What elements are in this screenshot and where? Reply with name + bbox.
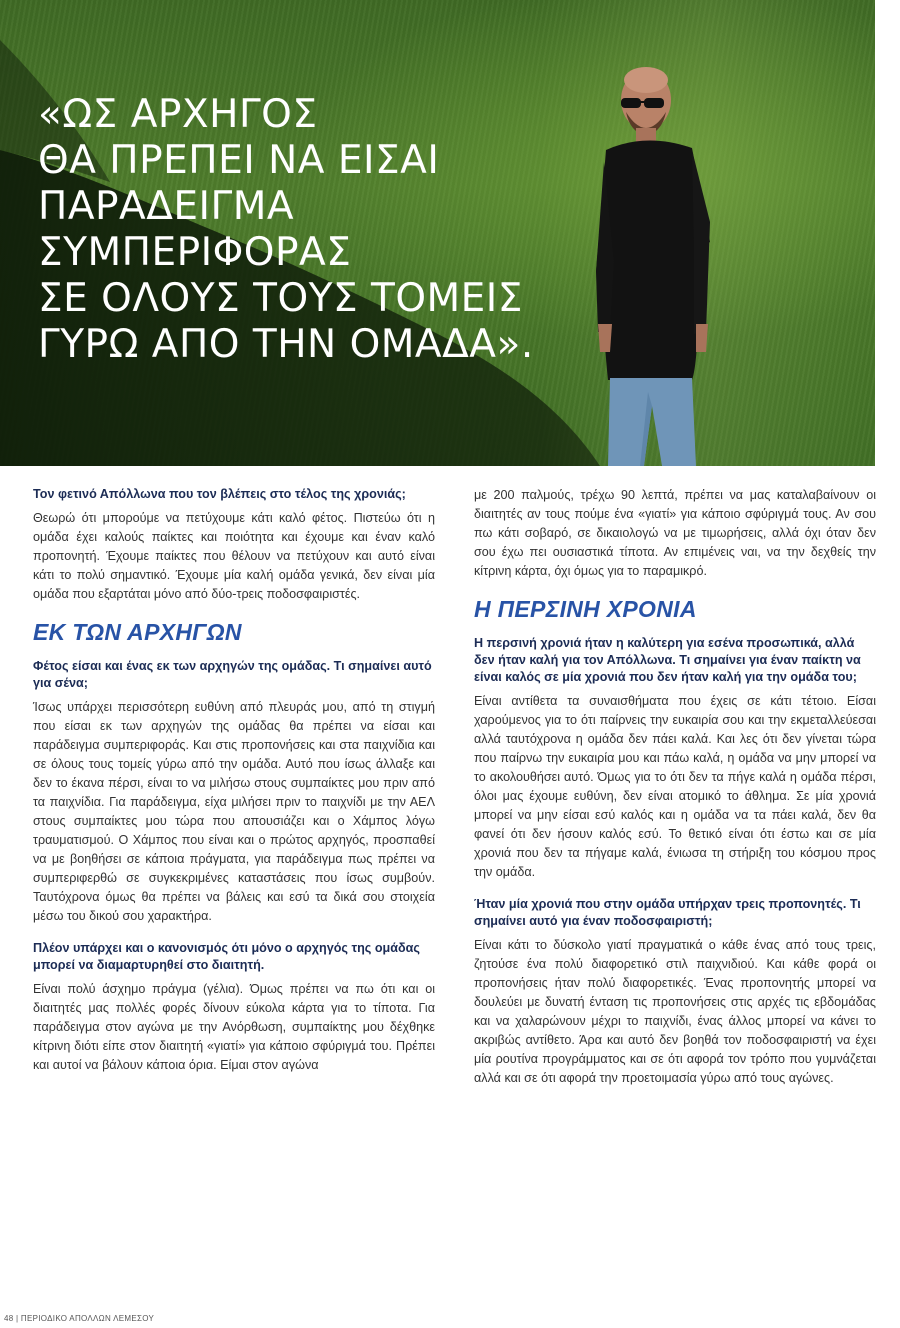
- section-heading: Η ΠΕΡΣΙΝΗ ΧΡΟΝΙΑ: [474, 596, 697, 622]
- interview-question: Η περσινή χρονιά ήταν η καλύτερη για εσένα προσωπικά, αλλά δεν ήταν καλή για τον Απόλλωνα. Τι σημαίνει για έναν παίκτη να είναι καλός σε μία χρονιά που δεν ήταν καλή για την ομάδα του;: [474, 636, 861, 684]
- interview-answer: Θεωρώ ότι μπορούμε να πετύχουμε κάτι καλό φέτος. Πιστεύω ότι η ομάδα έχει καλούς παίκτες και ποιότητα και έχουμε και έναν καλό προπονητή. Έχουμε παίκτες που θέλουν να πετύχουν και αυτό είναι κάτι το πολύ σημαντικό. Έχουμε μία καλή ομάδα γενικά, δεν είναι μία ομάδα που εξαρτάται μόνο από δύο-τρεις ποδοσφαιριστές.: [33, 511, 435, 601]
- quote-line: ΣΕ ΟΛΟΥΣ ΤΟΥΣ ΤΟΜΕΙΣ: [38, 276, 523, 321]
- interview-question: Πλέον υπάρχει και ο κανονισμός ότι μόνο ο αρχηγός της ομάδας μπορεί να διαμαρτυρηθεί στο διαιτητή.: [33, 941, 420, 972]
- interview-question: Φέτος είσαι και ένας εκ των αρχηγών της ομάδας. Τι σημαίνει αυτό για σένα;: [33, 659, 432, 690]
- interview-answer-continued: με 200 παλμούς, τρέχω 90 λεπτά, πρέπει να μας καταλαβαίνουν οι διαιτητές αν τους πούμε ένα «γιατί» για κάποιο σφύριγμά τους. Αν σου πω κάτι σοβαρό, σε δικαιολογώ να με τιμωρήσεις, αλλά όχι όταν δεν σου έχω πει ουσιαστικά τίποτα. Αν επιμένεις ναι, να την δεχθείς την κίτρινη κάρτα, όχι όμως για το παραμικρό.: [474, 488, 876, 578]
- interview-question: Τον φετινό Απόλλωνα που τον βλέπεις στο τέλος της χρονιάς;: [33, 487, 406, 501]
- right-column: [474, 486, 876, 1098]
- interview-answer: Είναι αντίθετα τα συναισθήματα που έχεις σε κάτι τέτοιο. Είσαι χαρούμενος για το ότι παίρνεις την ευκαιρία σου και την εκμεταλλεύεσαι αλλά ταυτόχρονα η ομάδα δεν πάει καλά. Και λες ότι δεν γίνεται τώρα που παίρνω την ευκαιρία μου και πάω καλά, η ομάδα να μην μπορεί να το ακολουθήσει αυτό. Όμως για το ότι δεν τα πήγε καλά η ομάδα πέρσι, όλοι μας έχουμε ευθύνη, δεν είναι ατομικό το άθλημα. Σε μία χρονιά μπορεί να μην είσαι εσύ καλός και η ομάδα να τα πάει καλά, δεν θα φανεί ότι δεν ήσουν καλός εσύ. Το θετικό είναι ότι έστω και σε μία χρονιά που δεν τα πήγαμε καλά, ένιωσα τη στήριξη του κόσμου προς την ομάδα.: [474, 694, 876, 879]
- section-heading: ΕΚ ΤΩΝ ΑΡΧΗΓΩΝ: [33, 619, 242, 645]
- quote-line: ΠΑΡΑΔΕΙΓΜΑ: [38, 184, 295, 229]
- left-column: [33, 486, 435, 1085]
- pull-quote: [38, 92, 558, 368]
- quote-line: ΘΑ ΠΡΕΠΕΙ ΝΑ ΕΙΣΑΙ: [38, 138, 440, 183]
- interview-question: Ήταν μία χρονιά που στην ομάδα υπήρχαν τρεις προπονητές. Τι σημαίνει αυτό για έναν ποδοσφαιριστή;: [474, 897, 861, 928]
- interview-answer: Είναι πολύ άσχημο πράγμα (γέλια). Όμως πρέπει να πω ότι και οι διαιτητές μας πολλές φορές δίνουν εύκολα κάρτα για το τίποτα. Για παράδειγμα στον αγώνα με την Ανόρθωση, συμπαίκτης μου δέχθηκε κίτρινη διότι είπε στον διαιτητή «γιατί» για κάποιο σφύριγμά του. Πρέπει και αυτοί να βάλουν κάποια όρια. Είμαι στον αγώνα: [33, 982, 435, 1072]
- player-figure: [588, 62, 723, 466]
- page-footer: 48 | ΠΕΡΙΟΔΙΚΟ ΑΠΟΛΛΩΝ ΛΕΜΕΣΟΥ: [4, 1314, 155, 1323]
- interview-answer: Είναι κάτι το δύσκολο γιατί πραγματικά ο κάθε ένας από τους τρεις, ζητούσε ένα πολύ διαφορετικό στιλ παιχνιδιού. Και κάθε φορά οι προπονήσεις ήταν πολύ διαφορετικές. Ένας προπονητής μπορεί να δουλεύει με δυνατή ένταση τις προπονήσεις στις αρχές τις εβδομάδας και να χαλαρώνουν μέχρι το παιχνίδι, ένας άλλος μπορεί να κάνει το ακριβώς αντίθετο. Άρα και αυτό δεν βοηθά τον ποδοσφαιριστή να έχει μία ρουτίνα προγράμματος και σε ότι αφορά τον τρόπο που γυμνάζεται αλλά και σε ότι αφορά την προετοιμασία γύρω από τους αγώνες.: [474, 938, 876, 1085]
- quote-line: ΓΥΡΩ ΑΠΟ ΤΗΝ ΟΜΑΔΑ».: [38, 322, 534, 367]
- quote-line: «ΩΣ ΑΡΧΗΓΟΣ: [38, 92, 318, 137]
- hero-photo: [0, 0, 875, 466]
- interview-answer: Ίσως υπάρχει περισσότερη ευθύνη από πλευράς μου, από τη στιγμή που είσαι εκ των αρχηγών της ομάδας θα πρέπει να είσαι και παράδειγμα συμπεριφοράς. Και στις προπονήσεις και στα παιχνίδια και σε όλους τους τομείς γύρω από την ομάδα. Αυτό που ίσως άλλαξε και δεν το έκανα πέρσι, είναι το να μιλήσω στους συμπαίκτες μου πριν από τα παιχνίδια. Για παράδειγμα, είχα μιλήσει πριν το παιχνίδι με την ΑΕΛ στους συμπαίκτες μου τώρα που απουσιάζει και ο Χάμπος λόγω τραυματισμού. Ο Χάμπος που είναι και ο πρώτος αρχηγός, προσπαθεί να με βοηθήσει σε κάποια πράγματα, για παράδειγμα πως πρέπει να συμπεριφερθώ σε συγκεκριμένες καταστάσεις που ίσως συμβούν. Ταυτόχρονα όμως θα πρέπει να βάλεις και εσύ τα δικά σου στοιχεία μέσω του δικού σου χαρακτήρα.: [33, 700, 435, 923]
- quote-line: ΣΥΜΠΕΡΙΦΟΡΑΣ: [38, 230, 352, 275]
